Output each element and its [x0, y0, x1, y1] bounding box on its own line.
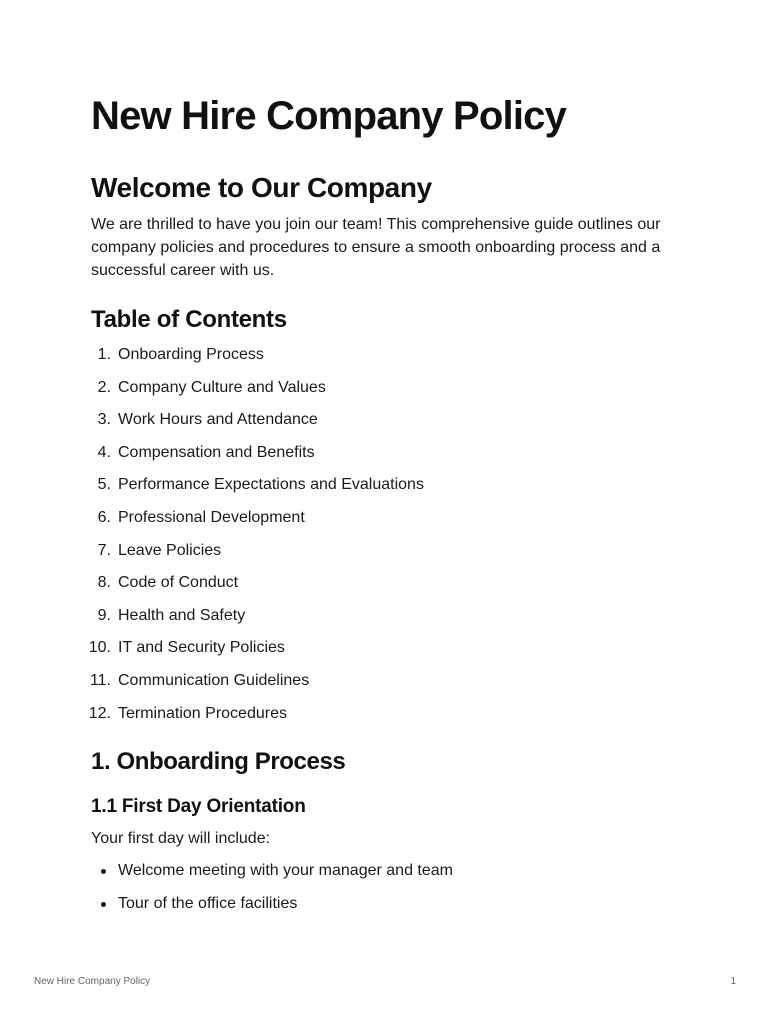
document-title: New Hire Company Policy	[91, 94, 567, 138]
toc-item-number: 12.	[88, 704, 111, 722]
section-1-heading: 1. Onboarding Process	[91, 748, 346, 775]
toc-item-label: Company Culture and Values	[118, 378, 326, 396]
toc-item-label: Performance Expectations and Evaluations	[118, 476, 424, 494]
toc-item-number: 9.	[97, 606, 111, 624]
toc-item-number: 5.	[97, 476, 111, 494]
toc-item-number: 3.	[97, 411, 111, 429]
first-day-intro: Your first day will include:	[91, 830, 271, 847]
toc-item-label: Communication Guidelines	[118, 671, 310, 689]
bullet-text: Welcome meeting with your manager and team	[118, 862, 453, 879]
toc-item-label: Code of Conduct	[118, 574, 239, 592]
toc-item-label: Compensation and Benefits	[118, 443, 315, 461]
welcome-paragraph: We are thrilled to have you join our team! This comprehensive guide outlines our company policies and procedures to ensure a smooth onboarding process and a successful career with us.	[91, 216, 661, 279]
toc-item-number: 10.	[88, 639, 111, 657]
toc-item-number: 2.	[97, 378, 111, 396]
bullet-icon	[101, 902, 106, 907]
toc-item-label: Professional Development	[118, 508, 305, 526]
toc-item-label: IT and Security Policies	[118, 639, 285, 657]
bullet-text: Tour of the office facilities	[118, 895, 298, 912]
toc-item-label: Onboarding Process	[118, 346, 264, 363]
toc-item-number: 1.	[97, 346, 111, 363]
toc-item-number: 6.	[97, 508, 111, 526]
footer-page-number: 1	[730, 976, 736, 987]
toc-heading: Table of Contents	[91, 306, 287, 333]
toc-item-label: Termination Procedures	[118, 704, 287, 722]
section-1-1-heading: 1.1 First Day Orientation	[91, 796, 306, 817]
footer-document-name: New Hire Company Policy	[34, 976, 151, 987]
toc-item-label: Health and Safety	[118, 606, 246, 624]
bullet-icon	[101, 869, 106, 874]
toc-item-label: Leave Policies	[118, 541, 222, 559]
toc-item-number: 4.	[97, 443, 111, 461]
toc-item-number: 7.	[97, 541, 111, 559]
toc-item-number: 8.	[97, 574, 111, 592]
toc-item-label: Work Hours and Attendance	[118, 411, 318, 429]
welcome-heading: Welcome to Our Company	[91, 172, 432, 203]
toc-item-number: 11.	[89, 671, 111, 689]
